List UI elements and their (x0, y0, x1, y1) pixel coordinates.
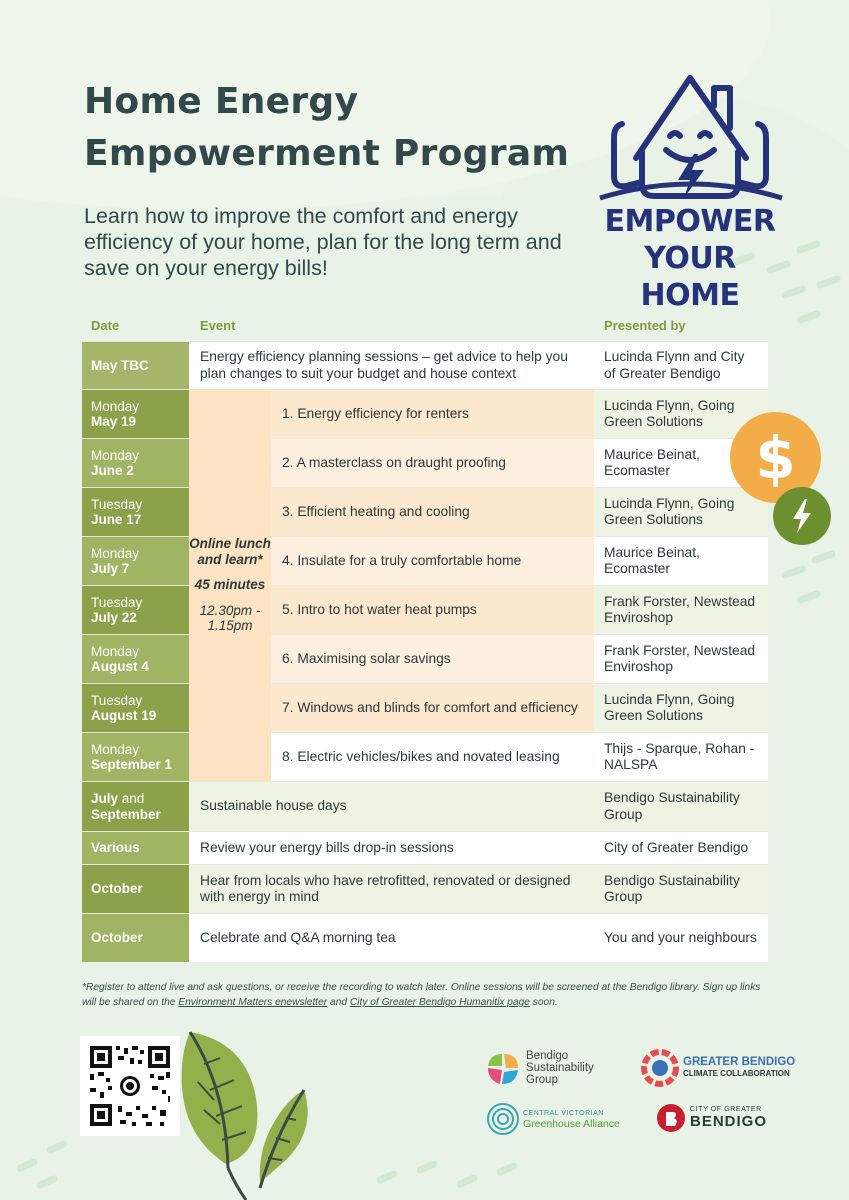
date-text: August 4 (91, 659, 149, 674)
event-cell: 4. Insulate for a truly comfortable home (271, 537, 594, 585)
date-cell (82, 733, 189, 781)
footnote-text: soon. (529, 997, 558, 1008)
event-cell: Review your energy bills drop-in sessions (189, 832, 594, 864)
gbcc-line-2: CLIMATE COLLABORATION (683, 1069, 790, 1078)
date-text: May 19 (91, 414, 137, 429)
date-cell (82, 342, 189, 389)
table-row (82, 341, 768, 389)
cvga-line-2: Greenhouse Alliance (523, 1118, 620, 1130)
presenter-cell: Maurice Beinat, Ecomaster (594, 439, 768, 487)
logo-line-1: EMPOWER (604, 204, 776, 239)
date-day: Tuesday (91, 496, 143, 512)
logo-line-2: YOUR HOME (640, 241, 740, 313)
svg-text:$: $ (755, 424, 796, 492)
date-connector: and (121, 791, 145, 806)
lightning-coin-icon (773, 487, 831, 545)
date-text: May TBC (91, 357, 149, 373)
presenter-cell: Frank Forster, Newstead Enviroshop (594, 586, 768, 634)
date-cell (82, 865, 189, 913)
date-text: July (91, 791, 119, 806)
table-row (82, 634, 768, 683)
date-cell (82, 914, 189, 962)
presenter-cell: City of Greater Bendigo (594, 832, 768, 864)
date-text: July 22 (91, 610, 137, 625)
presenter-cell: Lucinda Flynn, Going Green Solutions (594, 684, 768, 732)
event-cell: 3. Efficient heating and cooling (271, 488, 594, 536)
city-of-bendigo-logo (690, 1106, 767, 1130)
title-line-2: Empowerment Program (84, 133, 570, 174)
table-row (82, 831, 768, 864)
cogb-line-1: CITY OF GREATER (690, 1106, 762, 1113)
online-session-info (189, 389, 271, 781)
date-day: Monday (91, 545, 140, 561)
table-row (82, 438, 768, 487)
bendigo-sustainability-icon (484, 1050, 524, 1088)
event-cell: Energy efficiency planning sessions – get advice to help you plan changes to suit your budget and house context (189, 342, 594, 389)
table-row (82, 487, 768, 536)
column-header-event: Event (200, 318, 236, 333)
date-day: Monday (91, 643, 140, 659)
gbcc-line-1: GREATER BENDIGO (683, 1056, 796, 1068)
date-cell (82, 390, 189, 438)
cogb-line-2: BENDIGO (690, 1113, 768, 1130)
online-format-label: Online lunch and learn* (189, 536, 271, 567)
presenter-cell: Lucinda Flynn, Going Green Solutions (594, 390, 768, 438)
event-cell: 5. Intro to hot water heat pumps (271, 586, 594, 634)
intro-text: Learn how to improve the comfort and energy efficiency of your home, plan for the long term and save on your energy bills! (84, 204, 562, 280)
date-cell (82, 488, 189, 536)
date-cell (82, 439, 189, 487)
table-row (82, 389, 768, 438)
footnote (82, 980, 772, 1010)
footnote-text: *Register to attend live and ask questions, or receive the recording to watch later. Online sessions will be screened at the Bendigo library. Sign up links will be shared on the (82, 982, 761, 1008)
greater-bendigo-climate-icon (640, 1048, 680, 1088)
table-row (82, 732, 768, 781)
presenter-cell: Bendigo Sustainability Group (594, 782, 768, 831)
table-row (82, 683, 768, 732)
city-of-bendigo-icon (656, 1102, 686, 1134)
online-time-label: 12.30pm - 1.15pm (199, 602, 261, 634)
qr-code[interactable] (80, 1036, 180, 1136)
date-text: October (91, 881, 143, 897)
date-text: Various (91, 840, 140, 856)
presenter-cell: Bendigo Sustainability Group (594, 865, 768, 913)
date-cell (82, 635, 189, 683)
date-cell (82, 782, 189, 831)
date-text: June 17 (91, 512, 142, 527)
event-cell: Sustainable house days (189, 782, 594, 831)
page-title (84, 76, 569, 180)
presenter-cell: Thijs - Sparque, Rohan - NALSPA (594, 733, 768, 781)
footnote-text: and (327, 997, 350, 1008)
event-cell: Hear from locals who have retrofitted, renovated or designed with energy in mind (189, 865, 594, 913)
table-row (82, 864, 768, 913)
date-day: Monday (91, 447, 140, 463)
column-header-date: Date (91, 318, 120, 333)
date-text: June 2 (91, 463, 134, 478)
date-day: Tuesday (91, 692, 143, 708)
presenter-cell: You and your neighbours (594, 914, 768, 962)
date-text: August 19 (91, 708, 157, 723)
date-text: July 7 (91, 561, 130, 576)
cvga-line-1: CENTRAL VICTORIAN (523, 1110, 604, 1117)
event-cell: 7. Windows and blinds for comfort and efficiency (271, 684, 594, 732)
table-row (82, 536, 768, 585)
column-header-presenter: Presented by (604, 318, 686, 333)
date-day: Monday (91, 398, 140, 414)
event-cell: 2. A masterclass on draught proofing (271, 439, 594, 487)
online-duration-label: 45 minutes (194, 577, 266, 593)
logo-wordmark (598, 203, 782, 314)
bendigo-sustainability-logo: Bendigo Sustainability Group (526, 1050, 594, 1086)
event-cell: Celebrate and Q&A morning tea (189, 914, 594, 962)
cvga-icon (486, 1102, 520, 1136)
table-row (82, 781, 768, 831)
event-cell: 1. Energy efficiency for renters (271, 390, 594, 438)
title-line-1: Home Energy (84, 81, 359, 122)
presenter-cell: Lucinda Flynn and City of Greater Bendigo (594, 342, 768, 389)
table-row (82, 913, 768, 962)
event-cell: 8. Electric vehicles/bikes and novated leasing (271, 733, 594, 781)
date-text: September 1 (91, 757, 173, 772)
presenter-cell: Maurice Beinat, Ecomaster (594, 537, 768, 585)
date-cell (82, 537, 189, 585)
greater-bendigo-climate-logo (683, 1056, 795, 1080)
cvga-logo (523, 1110, 620, 1131)
date-text: October (91, 930, 143, 946)
table-row (82, 585, 768, 634)
date-text: September (91, 806, 161, 822)
event-cell: 6. Maximising solar savings (271, 635, 594, 683)
date-cell (82, 684, 189, 732)
presenter-cell: Frank Forster, Newstead Enviroshop (594, 635, 768, 683)
date-cell (82, 832, 189, 864)
humanitix-link[interactable]: City of Greater Bendigo Humanitix page (349, 997, 530, 1008)
environment-matters-link[interactable]: Environment Matters enewsletter (178, 997, 328, 1008)
date-day: Monday (91, 741, 140, 757)
leaf-illustration (176, 1028, 336, 1200)
date-day: Tuesday (91, 594, 143, 610)
date-cell (82, 586, 189, 634)
presenter-cell: Lucinda Flynn, Going Green Solutions (594, 488, 768, 536)
